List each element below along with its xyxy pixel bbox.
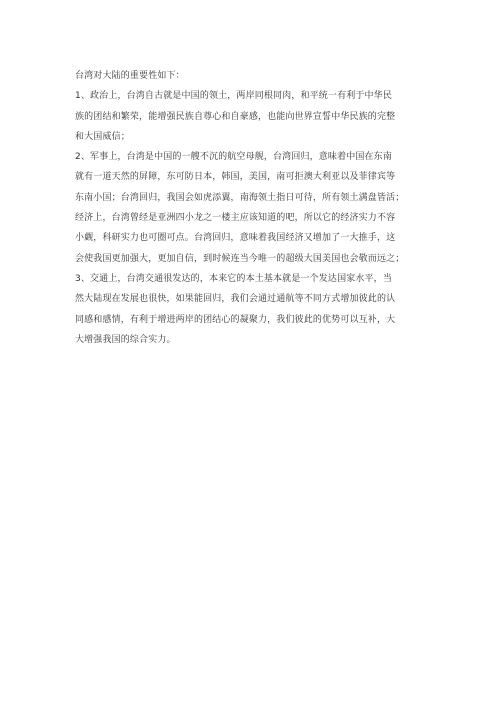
- paragraph-line: 族的团结和繁荣，能增强民族自尊心和自豪感，也能向世界宣誓中华民族的完整: [75, 111, 396, 122]
- paragraph-line: 和大国威信；: [75, 131, 130, 142]
- paragraph-line: 会使我国更加强大，更加自信，到时候连当今唯一的超级大国美国也会敬而远之；: [75, 253, 405, 264]
- paragraph-line: 同感和感情，有利于增进两岸的团结心的凝聚力，我们彼此的优势可以互补，大: [75, 314, 396, 325]
- paragraph-line: 1、政治上，台湾自古就是中国的领土，两岸同根同肉，和平统一有利于中华民: [75, 91, 392, 102]
- document-body: [75, 66, 431, 350]
- paragraph-line: 小觑，科研实力也可圈可点。台湾回归，意味着我国经济又增加了一大推手，这: [75, 233, 396, 244]
- paragraph-line: 大增强我国的综合实力。: [75, 334, 176, 345]
- paragraph-line: 就有一道天然的屏障，东可防日本，韩国，美国，南可拒澳大利亚以及菲律宾等: [75, 172, 396, 183]
- paragraph-line: 3、交通上，台湾交通很发达的，本来它的本土基本就是一个发达国家水平，当: [75, 273, 392, 284]
- paragraph-line: 然大陆现在发展也很快，如果能回归，我们会通过通航等不同方式增加彼此的认: [75, 294, 396, 305]
- paragraph-line: 东南小国；台湾回归，我国会如虎添翼，南海领土指日可待，所有领土满盘皆活；: [75, 192, 405, 203]
- paragraph-line: 2、军事上，台湾是中国的一艘不沉的航空母舰，台湾回归，意味着中国在东南: [75, 152, 392, 163]
- document-heading: 台湾对大陆的重要性如下：: [75, 71, 185, 81]
- paragraph-line: 经济上，台湾曾经是亚洲四小龙之一楼主应该知道的吧，所以它的经济实力不容: [75, 213, 396, 224]
